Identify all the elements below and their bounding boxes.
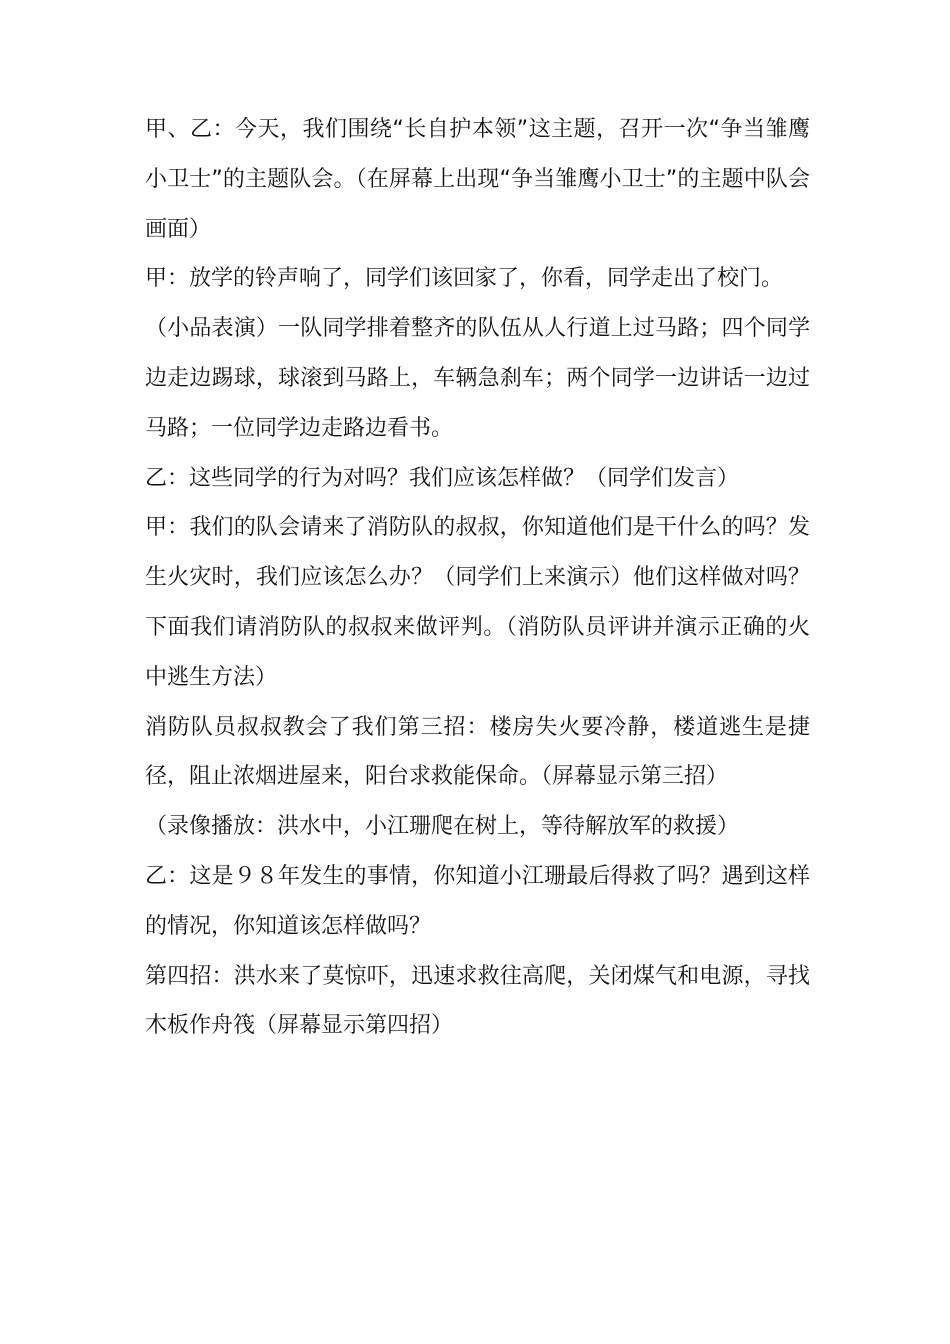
document-body [145,105,810,1051]
paragraph-opening: 甲、乙：今天，我们围绕“长自护本领”这主题，召开一次“争当雏鹰小卫士”的主题队会。（在屏幕上出现“争当雏鹰小卫士”的主题中队会画面） [145,117,810,242]
paragraph-firefighters: 甲：我们的队会请来了消防队的叔叔，你知道他们是干什么的吗？发生火灾时，我们应该怎么办？（同学们上来演示）他们这样做对吗？下面我们请消防队的叔叔来做评判。（消防队员评讲并演示正确的火中逃生方法） [145,515,810,690]
paragraph-video: （录像播放：洪水中，小江珊爬在树上，等待解放军的救援） [145,814,740,840]
paragraph-third-tip: 消防队员叔叔教会了我们第三招：楼房失火要冷静，楼道逃生是捷径，阻止浓烟进屋来，阳台求救能保命。（屏幕显示第三招） [145,714,810,790]
paragraph-fourth-tip: 第四招：洪水来了莫惊吓，迅速求救往高爬，关闭煤气和电源，寻找木板作舟筏（屏幕显示第四招） [145,963,810,1039]
paragraph-question: 乙：这些同学的行为对吗？我们应该怎样做？（同学们发言） [145,465,740,491]
paragraph-school-bell: 甲：放学的铃声响了，同学们该回家了，你看，同学走出了校门。 [145,266,784,292]
paragraph-flood-question: 乙：这是９８年发生的事情，你知道小江珊最后得救了吗？遇到这样的情况，你知道该怎样做吗？ [145,863,810,939]
paragraph-skit: （小品表演）一队同学排着整齐的队伍从人行道上过马路；四个同学边走边踢球，球滚到马路上，车辆急刹车；两个同学一边讲话一边过马路；一位同学边走路边看书。 [145,316,810,441]
